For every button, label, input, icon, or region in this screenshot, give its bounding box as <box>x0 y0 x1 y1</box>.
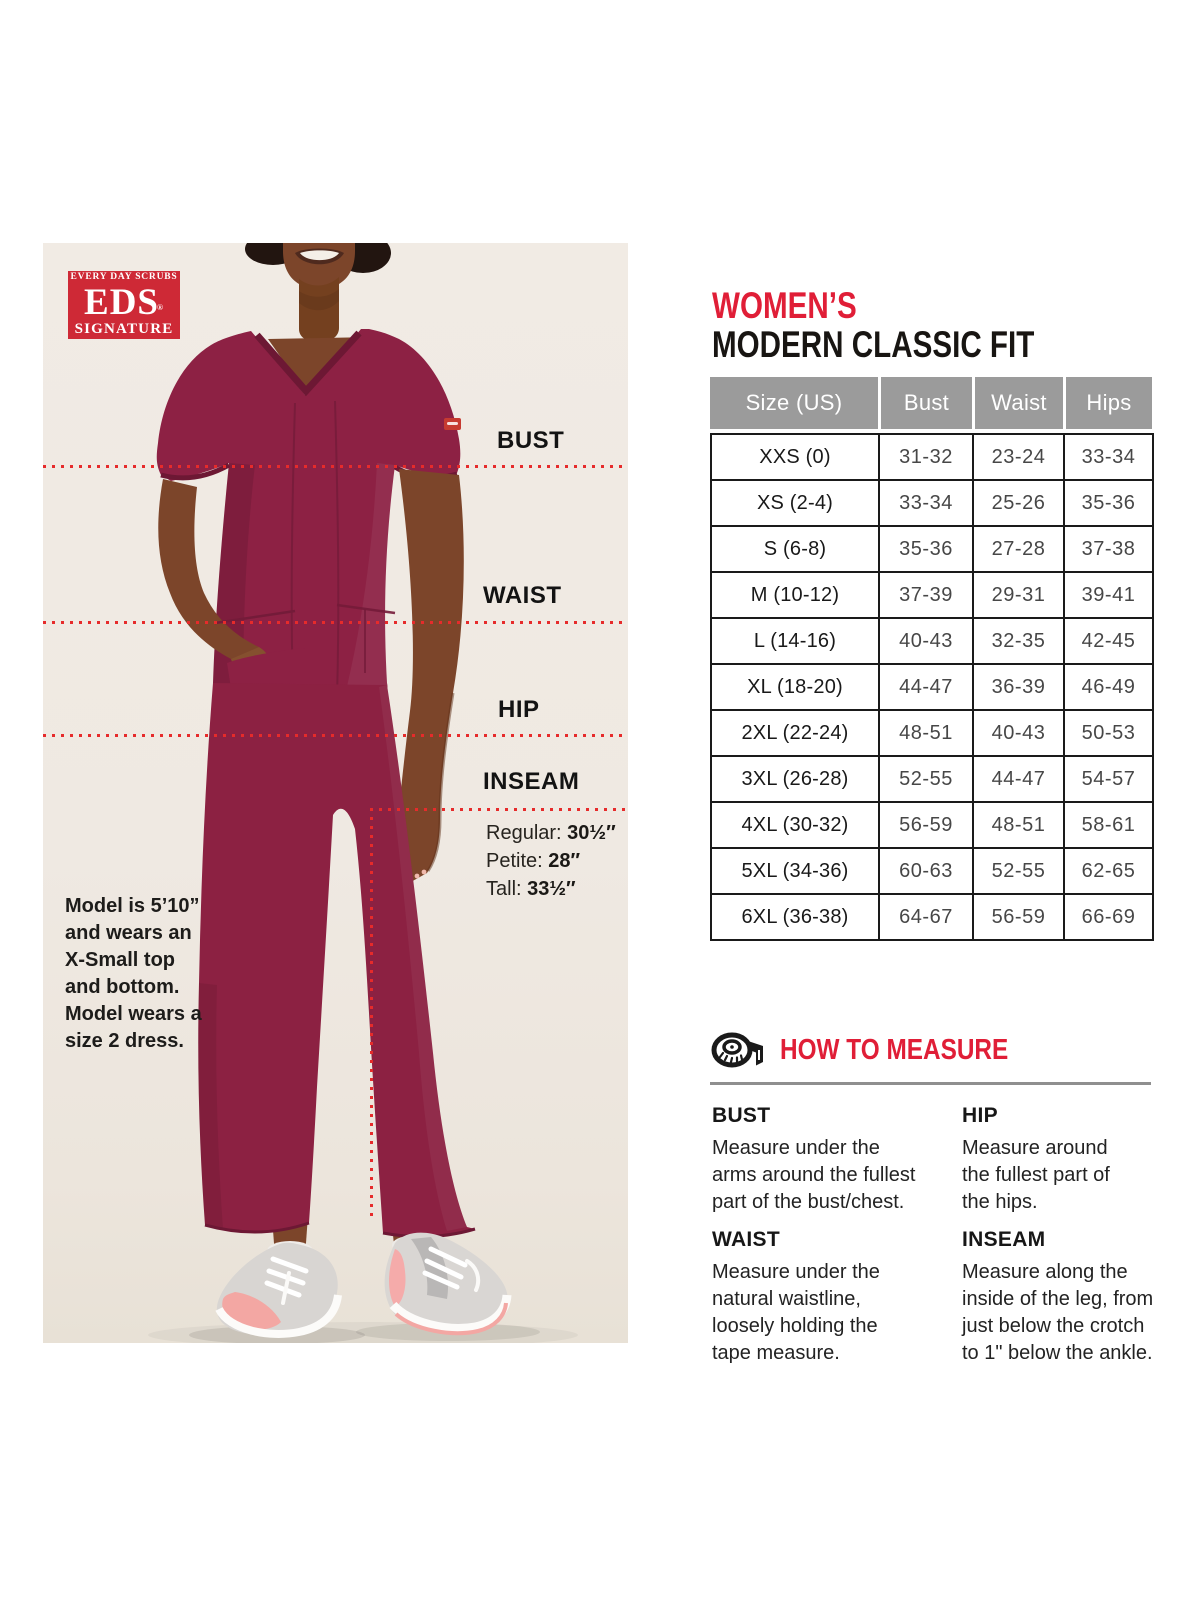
inseam-lengths <box>486 819 616 903</box>
hip-label: HIP <box>498 696 540 723</box>
column-header-waist: Waist <box>972 377 1063 429</box>
table-row <box>711 710 1153 756</box>
table-row <box>711 434 1153 480</box>
waist-label: WAIST <box>483 582 562 609</box>
measure-section-inseam <box>962 1228 1200 1367</box>
column-header-bust: Bust <box>878 377 972 429</box>
hips-cell: 46-49 <box>1064 664 1153 710</box>
inseam-regular-value: 30½″ <box>567 822 616 844</box>
measure-text-line: Measure around <box>962 1137 1108 1159</box>
column-header-hips: Hips <box>1063 377 1152 429</box>
size-cell: S (6-8) <box>711 526 879 572</box>
how-to-measure-title <box>780 1034 1052 1067</box>
size-cell: 6XL (36-38) <box>711 894 879 940</box>
measure-text-line: Measure under the <box>712 1137 880 1159</box>
hip-dotted-line <box>43 734 628 737</box>
eds-text: EDS <box>84 281 159 323</box>
bust-cell: 56-59 <box>879 802 973 848</box>
inseam-regular <box>486 819 616 847</box>
table-row <box>711 480 1153 526</box>
title-line-fit <box>712 325 1115 364</box>
measure-section-heading: BUST <box>712 1104 771 1127</box>
eds-logo-bottom-text: SIGNATURE <box>74 320 174 337</box>
title-womens-text: WOMEN’S <box>712 285 857 326</box>
divider-line <box>710 1082 1151 1085</box>
hips-cell: 58-61 <box>1064 802 1153 848</box>
model-photo-panel <box>43 243 628 1343</box>
hips-cell: 39-41 <box>1064 572 1153 618</box>
size-cell: 5XL (34-36) <box>711 848 879 894</box>
bust-cell: 31-32 <box>879 434 973 480</box>
floor-shadow <box>148 1322 578 1343</box>
measure-text-line: just below the crotch <box>962 1315 1145 1337</box>
waist-cell: 44-47 <box>973 756 1064 802</box>
waist-cell: 52-55 <box>973 848 1064 894</box>
waist-cell: 48-51 <box>973 802 1064 848</box>
bust-cell: 60-63 <box>879 848 973 894</box>
bust-cell: 48-51 <box>879 710 973 756</box>
model-note-line: X-Small top <box>65 949 176 971</box>
measure-section-heading: INSEAM <box>962 1228 1046 1251</box>
bust-cell: 37-39 <box>879 572 973 618</box>
model-note-line: and wears an <box>65 922 192 944</box>
table-row <box>711 894 1153 940</box>
bust-label: BUST <box>497 427 565 454</box>
inseam-vertical-dotted-line <box>370 808 373 1220</box>
measure-text-line: Measure under the <box>712 1261 880 1283</box>
size-cell: 3XL (26-28) <box>711 756 879 802</box>
size-cell: XXS (0) <box>711 434 879 480</box>
bust-cell: 33-34 <box>879 480 973 526</box>
measure-section-waist <box>712 1228 957 1367</box>
hips-cell: 35-36 <box>1064 480 1153 526</box>
eds-signature-logo <box>68 271 180 339</box>
size-cell: M (10-12) <box>711 572 879 618</box>
inseam-petite <box>486 847 616 875</box>
model-note-line: Model is 5’10” <box>65 895 200 917</box>
measure-text-line: inside of the leg, from <box>962 1288 1154 1310</box>
measure-text-line: arms around the fullest <box>712 1164 916 1186</box>
bust-cell: 52-55 <box>879 756 973 802</box>
inseam-dotted-line <box>370 808 628 811</box>
hips-cell: 42-45 <box>1064 618 1153 664</box>
waist-cell: 32-35 <box>973 618 1064 664</box>
model-note-line: and bottom. <box>65 976 180 998</box>
measure-text-line: tape measure. <box>712 1342 840 1364</box>
registered-mark: ® <box>157 302 164 312</box>
waist-cell: 25-26 <box>973 480 1064 526</box>
model-note-line: size 2 dress. <box>65 1030 184 1052</box>
measure-text-line: the fullest part of <box>962 1164 1110 1186</box>
eds-logo-top-text: EVERY DAY SCRUBS <box>70 272 178 283</box>
how-to-measure-header <box>710 1028 1155 1074</box>
inseam-tall-label: Tall: <box>486 878 528 900</box>
inseam-tall <box>486 875 616 903</box>
hips-cell: 54-57 <box>1064 756 1153 802</box>
waist-cell: 36-39 <box>973 664 1064 710</box>
measure-text-line: loosely holding the <box>712 1315 878 1337</box>
bust-dotted-line <box>43 465 628 468</box>
waist-cell: 23-24 <box>973 434 1064 480</box>
model-note-line: Model wears a <box>65 1003 202 1025</box>
size-cell: L (14-16) <box>711 618 879 664</box>
table-row <box>711 618 1153 664</box>
inseam-petite-label: Petite: <box>486 850 549 872</box>
hips-cell: 37-38 <box>1064 526 1153 572</box>
hips-cell: 33-34 <box>1064 434 1153 480</box>
table-row <box>711 664 1153 710</box>
measure-section-heading: WAIST <box>712 1228 780 1251</box>
waist-cell: 27-28 <box>973 526 1064 572</box>
measure-text-line: the hips. <box>962 1191 1038 1213</box>
title-line-womens <box>712 286 1115 325</box>
inseam-petite-value: 28″ <box>548 850 581 872</box>
bust-cell: 35-36 <box>879 526 973 572</box>
size-chart-table <box>710 377 1152 941</box>
waist-dotted-line <box>43 621 628 624</box>
waist-cell: 40-43 <box>973 710 1064 756</box>
size-table-body <box>710 433 1154 941</box>
column-header-size: Size (US) <box>745 390 843 415</box>
measure-section-bust <box>712 1104 957 1216</box>
model-note <box>65 893 202 1055</box>
measure-text-line: natural waistline, <box>712 1288 861 1310</box>
table-row <box>711 848 1153 894</box>
bust-cell: 44-47 <box>879 664 973 710</box>
size-cell: 2XL (22-24) <box>711 710 879 756</box>
hips-cell: 62-65 <box>1064 848 1153 894</box>
hips-cell: 50-53 <box>1064 710 1153 756</box>
bust-cell: 64-67 <box>879 894 973 940</box>
page-title <box>712 286 1115 364</box>
inseam-label: INSEAM <box>483 768 580 795</box>
table-row <box>711 756 1153 802</box>
bust-cell: 40-43 <box>879 618 973 664</box>
size-cell: XS (2-4) <box>711 480 879 526</box>
inseam-tall-value: 33½″ <box>527 878 576 900</box>
table-row <box>711 802 1153 848</box>
tape-measure-icon <box>710 1030 770 1074</box>
title-fit-text: MODERN CLASSIC FIT <box>712 324 1035 365</box>
measure-text-line: to 1" below the ankle. <box>962 1342 1153 1364</box>
size-table-header <box>710 377 1152 429</box>
eds-logo-main-text <box>84 281 164 323</box>
waist-cell: 56-59 <box>973 894 1064 940</box>
hips-cell: 66-69 <box>1064 894 1153 940</box>
measure-section-hip <box>962 1104 1200 1216</box>
measure-section-heading: HIP <box>962 1104 998 1127</box>
waist-cell: 29-31 <box>973 572 1064 618</box>
table-row <box>711 526 1153 572</box>
table-row <box>711 572 1153 618</box>
measure-text-line: part of the bust/chest. <box>712 1191 905 1213</box>
how-to-measure-text: HOW TO MEASURE <box>780 1034 1009 1066</box>
size-cell: XL (18-20) <box>711 664 879 710</box>
measure-text-line: Measure along the <box>962 1261 1128 1283</box>
inseam-regular-label: Regular: <box>486 822 568 844</box>
size-cell: 4XL (30-32) <box>711 802 879 848</box>
sneakers <box>217 1233 508 1335</box>
